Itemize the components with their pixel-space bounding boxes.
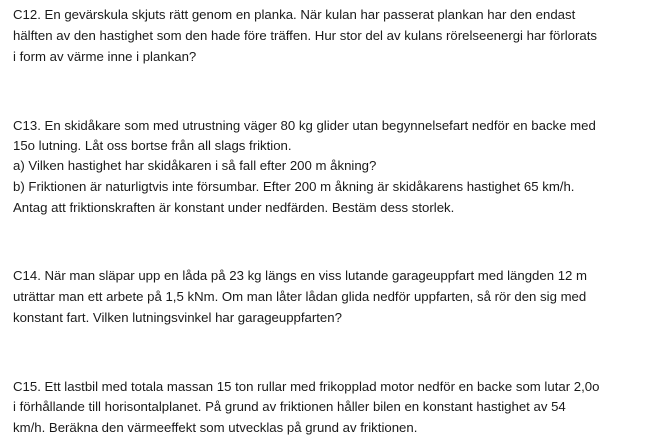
problem-c12-line-3: i form av värme inne i plankan? bbox=[13, 49, 197, 64]
problem-c13-line-3: a) Vilken hastighet har skidåkaren i så fall efter 200 m åkning? bbox=[13, 158, 377, 173]
problem-c14-line-2: uträttar man ett arbete på 1,5 kNm. Om man låter lådan glida nedför uppfarten, så rör den sig med bbox=[13, 289, 587, 304]
problem-c12-line-2: hälften av den hastighet som den hade före träffen. Hur stor del av kulans rörelseenergi har förlorats bbox=[13, 28, 598, 43]
problem-c13-line-5: Antag att friktionskraften är konstant under nedfärden. Bestäm dess storlek. bbox=[13, 200, 455, 215]
problem-c13-line-1: C13. En skidåkare som med utrustning väger 80 kg glider utan begynnelsefart nedför en backe med bbox=[13, 118, 596, 133]
problem-c14-line-1: C14. När man släpar upp en låda på 23 kg längs en viss lutande garageuppfart med längden 12 m bbox=[13, 268, 588, 283]
problem-c15-line-3: km/h. Beräkna den värmeeffekt som utvecklas på grund av friktionen. bbox=[13, 420, 418, 435]
problem-c14-line-3: konstant fart. Vilken lutningsvinkel har garageuppfarten? bbox=[13, 310, 342, 325]
problem-c13-line-4: b) Friktionen är naturligtvis inte försumbar. Efter 200 m åkning är skidåkarens hastighet 65 km/h. bbox=[13, 179, 575, 194]
problem-c15-line-1: C15. Ett lastbil med totala massan 15 ton rullar med frikopplad motor nedför en backe som lutar 2,0o bbox=[13, 379, 600, 394]
problem-c12-line-1: C12. En gevärskula skjuts rätt genom en planka. När kulan har passerat plankan har den endast bbox=[13, 7, 576, 22]
problem-c15-line-2: i förhållande till horisontalplanet. På grund av friktionen håller bilen en konstant hastighet av 54 bbox=[13, 399, 566, 414]
problem-c13-line-2: 15o lutning. Låt oss bortse från all slags friktion. bbox=[13, 138, 292, 153]
